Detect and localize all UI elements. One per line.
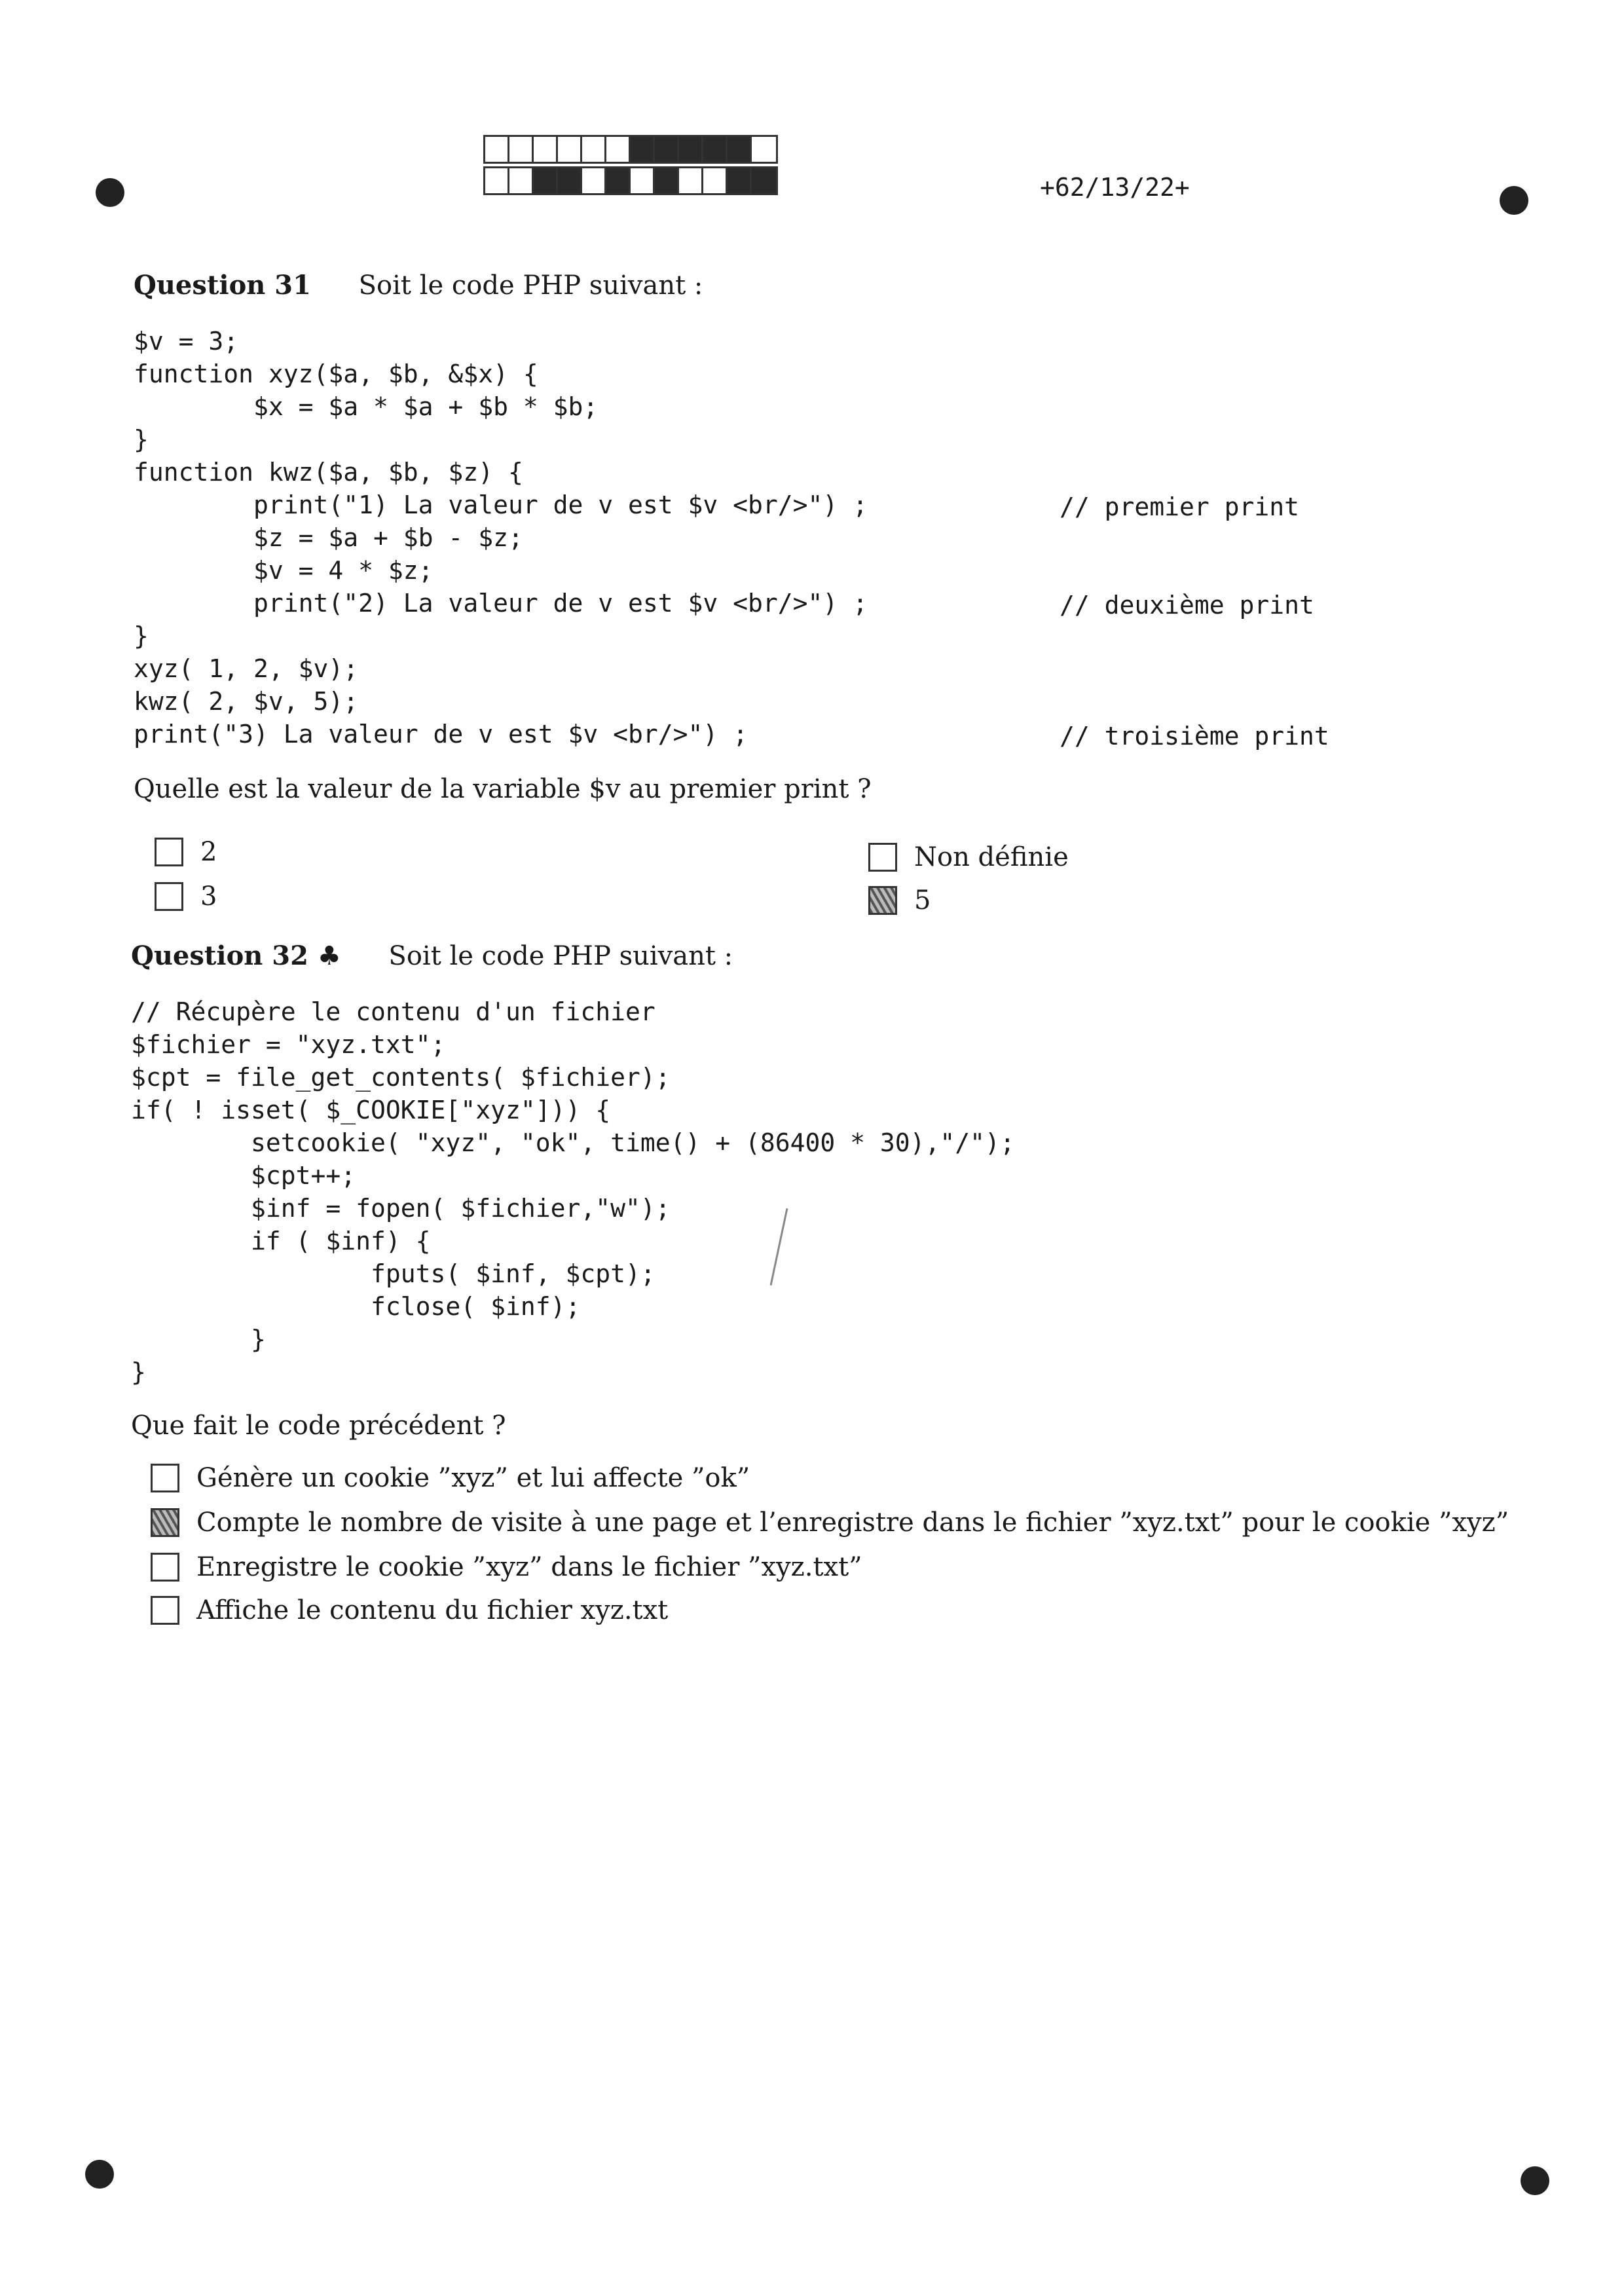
code-line: } [131, 1325, 266, 1354]
barcode-cell [728, 168, 752, 193]
code-line: if( ! isset( $_COOKIE["xyz"])) { [131, 1096, 611, 1124]
checkbox[interactable] [151, 1596, 179, 1625]
code-line: function xyz($a, $b, &$x) { [134, 360, 538, 388]
answer-label: 5 [914, 885, 931, 916]
checkbox[interactable] [151, 1508, 179, 1537]
checkbox[interactable] [155, 882, 183, 911]
question-32-prompt: Que fait le code précédent ? [131, 1411, 506, 1441]
question-number: Question 31 [134, 270, 311, 301]
code-line: $z = $a + $b - $z; [134, 523, 523, 552]
barcode-cell [631, 168, 655, 193]
checkbox[interactable] [868, 843, 897, 872]
barcode-bottom [483, 166, 778, 195]
code-line: fputs( $inf, $cpt); [131, 1259, 655, 1288]
code-line: $cpt++; [131, 1161, 356, 1190]
barcode-cell [534, 168, 558, 193]
barcode-cell [558, 137, 582, 162]
answer-option[interactable] [155, 881, 217, 912]
barcode-cell [509, 168, 534, 193]
code-line: } [134, 425, 149, 454]
code-line: $cpt = file_get_contents( $fichier); [131, 1063, 671, 1092]
barcode-cell [534, 137, 558, 162]
barcode-cell [703, 137, 728, 162]
barcode-cell [509, 137, 534, 162]
barcode-cell [485, 168, 509, 193]
comment-deuxieme-print: // deuxième print [1060, 591, 1314, 620]
barcode-cell [558, 168, 582, 193]
code-block-q31 [134, 325, 868, 750]
checkbox[interactable] [868, 886, 897, 915]
answer-label: 2 [200, 837, 217, 867]
barcode-cell [582, 137, 606, 162]
answer-label: Génère un cookie ”xyz” et lui affecte ”ok” [196, 1463, 750, 1493]
answer-option[interactable] [151, 1595, 668, 1625]
checkbox[interactable] [151, 1553, 179, 1582]
code-line: print("3) La valeur de v est $v <br/>") ; [134, 720, 748, 749]
barcode-cell [679, 168, 703, 193]
code-line: print("2) La valeur de v est $v <br/>") ; [134, 589, 868, 618]
barcode-cell [655, 168, 679, 193]
barcode-cell [752, 168, 776, 193]
comment-troisieme-print: // troisième print [1060, 722, 1329, 750]
code-block-q32 [131, 995, 1015, 1388]
barcode-cell [582, 168, 606, 193]
registration-mark-top-left [96, 178, 124, 207]
code-line: $inf = fopen( $fichier,"w"); [131, 1194, 671, 1223]
question-number: Question 32 ♣ [131, 940, 341, 971]
registration-mark-bottom-left [85, 2160, 114, 2189]
barcode-cell [728, 137, 752, 162]
answer-option[interactable] [151, 1508, 1509, 1538]
code-line: $v = 4 * $z; [134, 556, 434, 585]
answer-label: Enregistre le cookie ”xyz” dans le fichier ”xyz.txt” [196, 1552, 862, 1582]
checkbox[interactable] [155, 838, 183, 866]
code-line: setcookie( "xyz", "ok", time() + (86400 * 30),"/"); [131, 1128, 1015, 1157]
code-line: function kwz($a, $b, $z) { [134, 458, 523, 487]
answer-option[interactable] [868, 885, 931, 916]
barcode-cell [679, 137, 703, 162]
barcode-top [483, 135, 778, 164]
exam-code: +62/13/22+ [1040, 173, 1190, 202]
checkbox[interactable] [151, 1464, 179, 1492]
code-line: } [134, 621, 149, 650]
barcode-cell [606, 137, 631, 162]
answer-label: Non définie [914, 842, 1069, 872]
answer-label: Affiche le contenu du fichier xyz.txt [196, 1595, 669, 1625]
answer-option[interactable] [155, 837, 217, 867]
code-line: $fichier = "xyz.txt"; [131, 1030, 446, 1059]
question-32-heading [131, 940, 733, 971]
code-line: print("1) La valeur de v est $v <br/>") ; [134, 491, 868, 519]
answer-option[interactable] [868, 842, 1069, 872]
answer-option[interactable] [151, 1552, 862, 1582]
code-line: $v = 3; [134, 327, 239, 356]
registration-mark-top-right [1500, 186, 1528, 215]
barcode-cell [631, 137, 655, 162]
code-line: if ( $inf) { [131, 1227, 431, 1255]
answer-label: Compte le nombre de visite à une page et l’enregistre dans le fichier ”xyz.txt” pour le cookie ”xyz” [196, 1508, 1509, 1538]
barcode-cell [752, 137, 776, 162]
question-title: Soit le code PHP suivant : [358, 270, 703, 301]
comment-premier-print: // premier print [1060, 492, 1300, 521]
code-line: // Récupère le contenu d'un fichier [131, 997, 655, 1026]
code-line: $x = $a * $a + $b * $b; [134, 392, 599, 421]
code-line: fclose( $inf); [131, 1292, 581, 1321]
question-title: Soit le code PHP suivant : [388, 941, 733, 971]
barcode-cell [655, 137, 679, 162]
registration-mark-bottom-right [1521, 2166, 1549, 2195]
question-31-heading [134, 270, 703, 301]
question-31-prompt: Quelle est la valeur de la variable $v au premier print ? [134, 774, 872, 804]
code-line: } [131, 1358, 146, 1386]
answer-option[interactable] [151, 1463, 750, 1493]
barcode-cell [606, 168, 631, 193]
answer-label: 3 [200, 881, 217, 912]
barcode-cell [485, 137, 509, 162]
barcode-cell [703, 168, 728, 193]
code-line: xyz( 1, 2, $v); [134, 654, 359, 683]
code-line: kwz( 2, $v, 5); [134, 687, 359, 716]
